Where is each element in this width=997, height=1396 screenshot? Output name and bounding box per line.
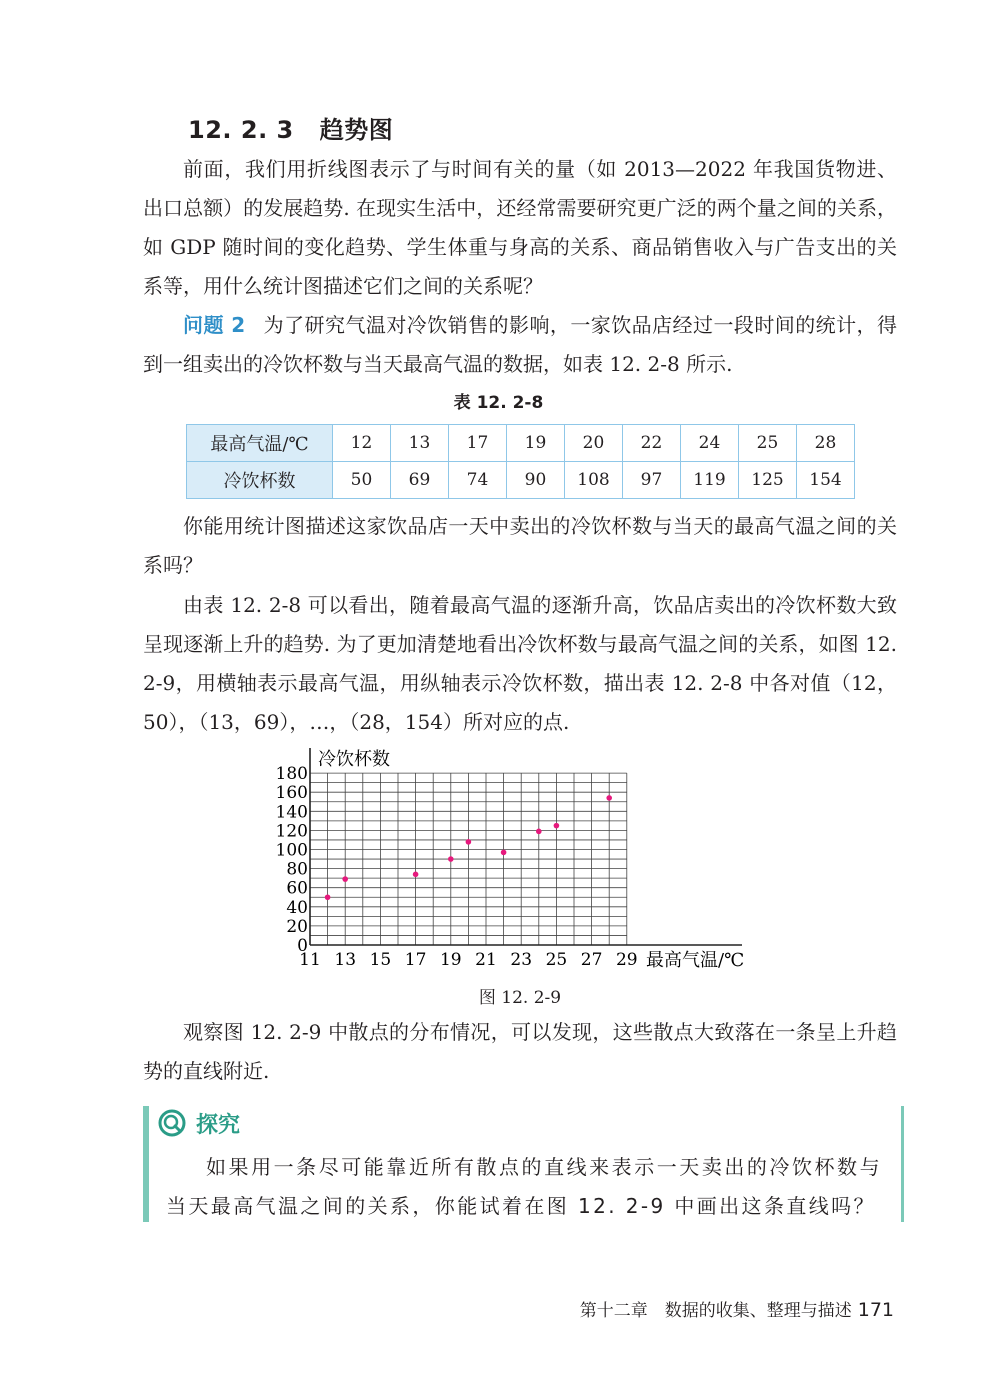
y-tick-label: 0 [297,936,308,956]
table-cell: 119 [681,462,739,499]
table-cell: 25 [739,425,797,462]
table-cell: 125 [739,462,797,499]
table-caption: 表 12. 2-8 [453,393,544,413]
x-tick-label: 23 [510,950,533,970]
y-tick-label: 40 [286,897,308,918]
x-tick-label: 19 [439,950,462,970]
x-tick-label: 13 [334,950,357,970]
table-cell: 28 [797,425,855,462]
scatter-chart [270,740,770,980]
table-cell: 19 [507,425,565,462]
section-heading [188,110,393,145]
paragraph-question: 你能用统计图描述这家饮品店一天中卖出的冷饮杯数与当天的最高气温之间的关系吗？ [143,514,897,577]
table-cell: 22 [623,425,681,462]
table-row-cups [187,462,855,499]
paragraph-observation: 观察图 12. 2-9 中散点的分布情况，可以发现，这些散点大致落在一条呈上升趋势的直线附近. [143,1020,897,1083]
x-tick-label: 11 [299,950,321,970]
paragraph-problem [143,306,897,384]
table-row-temperature [187,425,855,462]
data-point [554,823,560,829]
table-cell: 74 [449,462,507,499]
page-number: 171 [857,1299,894,1321]
data-point [342,876,348,882]
table-cell: 50 [333,462,391,499]
data-table [186,424,855,499]
figure-caption: 图 12. 2-9 [478,988,562,1008]
y-tick-label: 60 [286,878,308,899]
table-header-cups: 冷饮杯数 [187,462,333,499]
page-footer [580,1296,894,1321]
y-tick-label: 160 [275,783,308,804]
problem-text: 为了研究气温对冷饮销售的影响，一家饮品店经过一段时间的统计，得到一组卖出的冷饮杯数与当天最高气温的数据，如表 12. 2-8 所示. [143,313,897,376]
y-tick-label: 120 [275,821,308,842]
table-header-temperature: 最高气温/℃ [187,425,333,462]
explore-text: 如果用一条尽可能靠近所有散点的直线来表示一天卖出的冷饮杯数与当天最高气温之间的关系，你能试着在图 12. 2-9 中画出这条直线吗？ [166,1155,882,1218]
x-tick-label: 21 [475,950,497,970]
data-point [501,850,507,856]
y-tick-label: 100 [275,840,308,861]
data-point [413,872,419,878]
table-cell: 12 [333,425,391,462]
chart-grid [310,773,627,945]
magnifier-icon [158,1109,188,1139]
x-tick-label: 15 [369,950,392,970]
table-cell: 24 [681,425,739,462]
data-point [536,829,542,835]
x-tick-label: 29 [615,950,638,970]
x-tick-label: 17 [404,950,427,970]
data-point [325,894,331,900]
data-point [466,839,472,845]
problem-label: 问题 2 [183,313,246,337]
data-point [448,856,454,862]
section-number: 12. 2. 3 [188,116,294,144]
table-cell: 154 [797,462,855,499]
paragraph-analysis: 由表 12. 2-8 可以看出，随着最高气温的逐渐升高，饮品店卖出的冷饮杯数大致呈现逐渐上升的趋势. 为了更加清楚地看出冷饮杯数与最高气温之间的关系，如图 12. 2-9，用横轴表示最高气温，用纵轴表示冷饮杯数，描出表 12. 2-8 中各对值（12，50），（13，69），…，（28，154）所对应的点. [143,593,897,734]
chart-tick-labels [276,764,638,970]
x-axis-label: 最高气温/℃ [646,950,745,971]
chapter-title: 第十二章 数据的收集、整理与描述 [579,1301,852,1321]
y-tick-label: 80 [286,859,308,880]
y-tick-label: 180 [275,764,308,785]
table-cell: 90 [507,462,565,499]
x-tick-label: 27 [580,950,603,970]
y-tick-label: 140 [275,802,308,823]
y-tick-label: 20 [286,916,308,937]
table-cell: 13 [391,425,449,462]
y-axis-label: 冷饮杯数 [318,749,390,770]
paragraph-intro: 前面，我们用折线图表示了与时间有关的量（如 2013—2022 年我国货物进、出口总额）的发展趋势. 在现实生活中，还经常需要研究更广泛的两个量之间的关系，如 GDP 随时间的变化趋势、学生体重与身高的关系、商品销售收入与广告支出的关系等，用什么统计图描述它们之间的关系呢？ [143,157,897,298]
chart-axes [310,748,742,945]
table-cell: 20 [565,425,623,462]
data-point [606,795,612,801]
table-cell: 108 [565,462,623,499]
explore-title: 探究 [196,1113,241,1138]
x-tick-label: 25 [545,950,568,970]
table-cell: 17 [449,425,507,462]
table-cell: 97 [623,462,681,499]
table-cell: 69 [391,462,449,499]
section-title: 趋势图 [319,116,394,144]
